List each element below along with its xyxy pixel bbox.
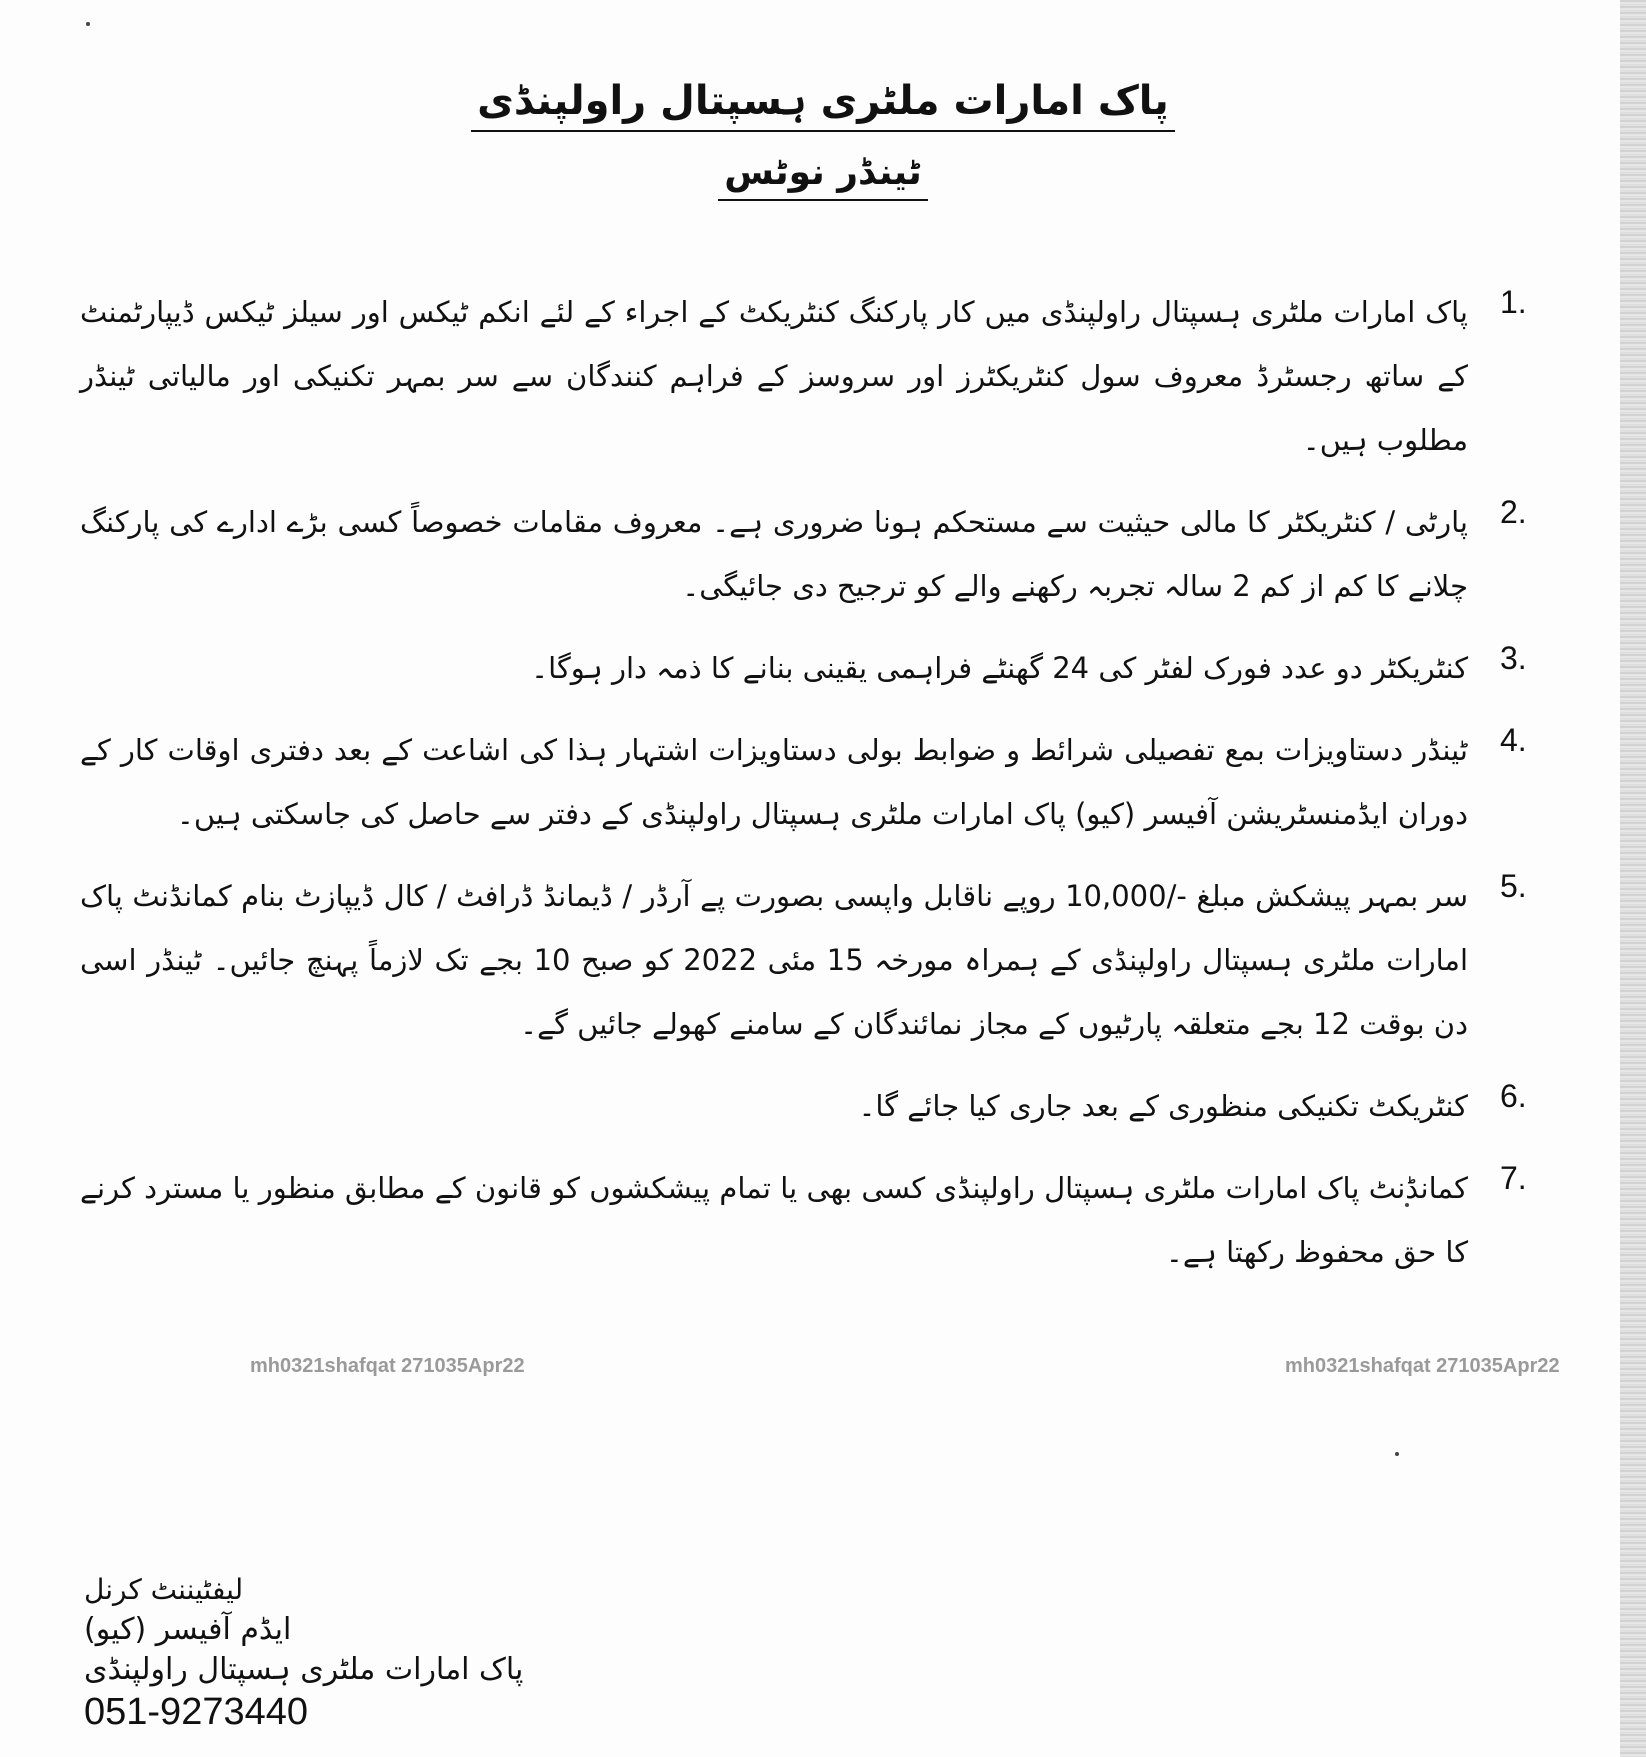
scan-speck	[1395, 1452, 1399, 1456]
signature-rank: لیفٹیننٹ کرنل	[84, 1573, 244, 1606]
scan-edge	[1620, 0, 1646, 1757]
watermark-left: mh0321shafqat 271035Apr22	[250, 1355, 525, 1377]
item-text: سر بمہر پیشکش مبلغ -/10,000 روپے ناقابل واپسی بصورت پے آرڈر / ڈیمانڈ ڈرافٹ / کال ڈیپازٹ بنام کمانڈنٹ پاک امارات ملٹری ہسپتال راولپنڈی کے ہمراہ مورخہ 15 مئی 2022 کو صبح 10 بجے تک لازماً پہنچ جائیں۔ ٹینڈر اسی دن بوقت 12 بجے متعلقہ پارٹیوں کے مجاز نمائندگان کے سامنے کھولے جائیں گے۔	[80, 879, 1469, 1041]
signature-phone: 051-9273440	[84, 1691, 308, 1733]
subtitle-block	[0, 152, 1646, 201]
notice-item	[80, 490, 1560, 618]
signature-organization: پاک امارات ملٹری ہسپتال راولپنڈی	[84, 1652, 524, 1687]
notice-item	[80, 280, 1560, 472]
notice-subtitle: ٹینڈر نوٹس	[718, 152, 927, 201]
item-text: پارٹی / کنٹریکٹر کا مالی حیثیت سے مستحکم ہونا ضروری ہے۔ معروف مقامات خصوصاً کسی بڑے ادارے کی پارکنگ چلانے کا کم از کم 2 سالہ تجربہ رکھنے والے کو ترجیح دی جائیگی۔	[80, 505, 1468, 603]
item-text: پاک امارات ملٹری ہسپتال راولپنڈی میں کار پارکنگ کنٹریکٹ کے اجراء کے لئے انکم ٹیکس اور سیلز ٹیکس ڈیپارٹمنٹ کے ساتھ رجسٹرڈ معروف سول کنٹریکٹرز اور سروسز کے فراہم کنندگان سے سر بمہر تکنیکی اور مالیاتی ٹینڈر مطلوب ہیں۔	[80, 295, 1468, 457]
item-text: ٹینڈر دستاویزات بمع تفصیلی شرائط و ضوابط بولی دستاویزات اشتہار ہذا کی اشاعت کے بعد دفتری اوقات کار کے دوران ایڈمنسٹریشن آفیسر (کیو) پاک امارات ملٹری ہسپتال راولپنڈی کے دفتر سے حاصل کی جاسکتی ہیں۔	[80, 733, 1468, 831]
item-number: 7.	[1500, 1160, 1527, 1196]
notice-items	[80, 280, 1560, 1302]
notice-item	[80, 636, 1560, 700]
title-block	[0, 78, 1646, 132]
item-number: 5.	[1500, 868, 1527, 904]
notice-item	[80, 718, 1560, 846]
item-number: 4.	[1500, 722, 1527, 758]
notice-item	[80, 1156, 1560, 1284]
notice-item	[80, 864, 1560, 1056]
watermark-right: mh0321shafqat 271035Apr22	[1285, 1355, 1560, 1377]
item-text: کنٹریکٹ تکنیکی منظوری کے بعد جاری کیا جائے گا۔	[858, 1089, 1468, 1123]
item-number: 1.	[1500, 284, 1527, 320]
signature-designation: ایڈم آفیسر (کیو)	[84, 1612, 292, 1647]
item-text: کمانڈنٹ پاک امارات ملٹری ہسپتال راولپنڈی کسی بھی یا تمام پیشکشوں کو قانون کے مطابق منظور یا مسترد کرنے کا حق محفوظ رکھتا ہے۔	[80, 1171, 1468, 1269]
item-number: 6.	[1500, 1078, 1527, 1114]
notice-item	[80, 1074, 1560, 1138]
notice-title: پاک امارات ملٹری ہسپتال راولپنڈی	[471, 78, 1175, 132]
item-text: کنٹریکٹر دو عدد فورک لفٹر کی 24 گھنٹے فراہمی یقینی بنانے کا ذمہ دار ہوگا۔	[531, 651, 1468, 685]
item-number: 2.	[1500, 494, 1527, 530]
scan-speck	[86, 22, 90, 26]
signature-block	[84, 1570, 644, 1734]
item-number: 3.	[1500, 640, 1527, 676]
